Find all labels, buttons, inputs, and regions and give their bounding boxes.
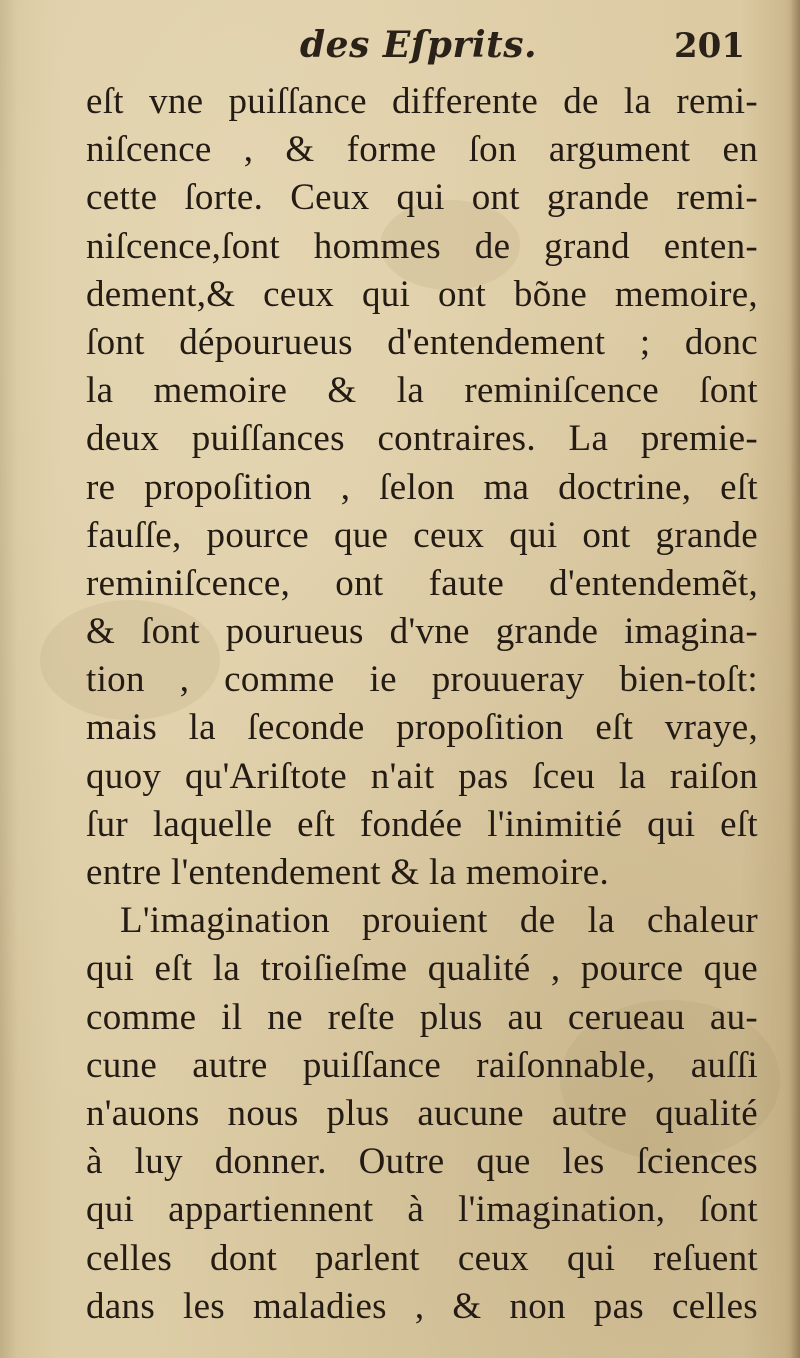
text-line: & ſont pourueus d'vne grande imagina- bbox=[86, 611, 758, 653]
text-line: niſcence , & forme ſon argument en bbox=[86, 129, 758, 171]
text-line: à luy donner. Outre que les ſciences bbox=[86, 1141, 758, 1183]
text-line: dement,& ceux qui ont bõne memoire, bbox=[86, 273, 758, 315]
page-edge-shadow bbox=[790, 0, 800, 1358]
text-line: ſont dépourueus d'entendement ; donc bbox=[86, 321, 758, 363]
running-title: des Eſprits. bbox=[300, 24, 538, 66]
text-line: ſur laquelle eſt fondée l'inimitié qui eſt bbox=[86, 803, 758, 845]
text-line: dans les maladies , & non pas celles bbox=[86, 1285, 758, 1327]
text-line: fauſſe, pource que ceux qui ont grande bbox=[86, 514, 758, 556]
body-text bbox=[86, 78, 758, 1331]
text-line: reminiſcence, ont faute d'entendemẽt, bbox=[86, 562, 758, 604]
text-line: mais la ſeconde propoſition eſt vraye, bbox=[86, 707, 758, 749]
text-line: tion , comme ie prouueray bien-toſt: bbox=[86, 659, 758, 701]
text-line: qui appartiennent à l'imagination, ſont bbox=[86, 1189, 758, 1231]
text-line: niſcence,ſont hommes de grand enten- bbox=[86, 225, 758, 267]
text-line: quoy qu'Ariſtote n'ait pas ſceu la raiſon bbox=[86, 755, 758, 797]
text-line: eſt vne puiſſance differente de la remi- bbox=[86, 81, 758, 122]
text-line: cune autre puiſſance raiſonnable, auſſi bbox=[86, 1044, 758, 1086]
text-line: la memoire & la reminiſcence ſont bbox=[86, 370, 758, 412]
text-line: celles dont parlent ceux qui reſuent bbox=[86, 1237, 758, 1279]
text-line: n'auons nous plus aucune autre qualité bbox=[86, 1092, 758, 1134]
page-header bbox=[0, 14, 800, 74]
text-line: cette ſorte. Ceux qui ont grande remi- bbox=[86, 177, 758, 219]
text-line: re propoſition , ſelon ma doctrine, eſt bbox=[86, 466, 758, 508]
text-line: entre l'entendement & la memoire. bbox=[86, 852, 610, 893]
text-line: qui eſt la troiſieſme qualité , pource que bbox=[86, 948, 758, 990]
page-number: 201 bbox=[674, 26, 745, 66]
text-line: deux puiſſances contraires. La premie- bbox=[86, 418, 758, 460]
paragraph-first-line: L'imagination prouient de la chaleur bbox=[120, 900, 758, 942]
text-line: comme il ne reſte plus au cerueau au- bbox=[86, 996, 758, 1038]
